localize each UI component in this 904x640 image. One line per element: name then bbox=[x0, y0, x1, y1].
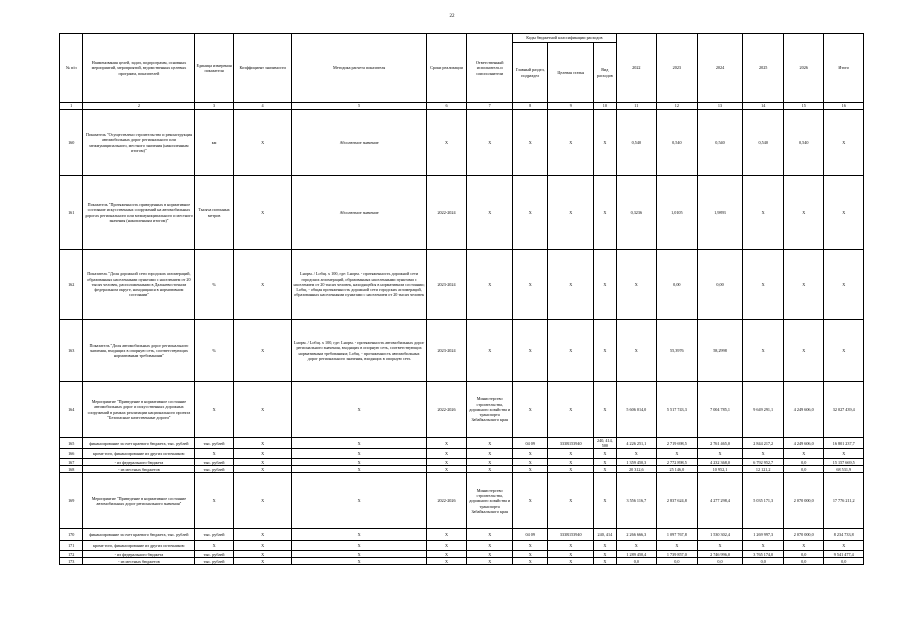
column-number-cell: 16 bbox=[824, 103, 864, 110]
table-cell: Х bbox=[467, 466, 513, 473]
column-number-cell: 14 bbox=[743, 103, 784, 110]
table-cell: 8 234 733,8 bbox=[824, 529, 864, 541]
table-cell: Х bbox=[743, 250, 784, 320]
table-cell: 16 801 237,7 bbox=[824, 438, 864, 449]
table-cell: Х bbox=[292, 529, 426, 541]
table-row bbox=[60, 551, 864, 558]
table-cell: Х bbox=[594, 466, 616, 473]
table-cell: км bbox=[195, 110, 233, 176]
column-number-cell: 10 bbox=[594, 103, 616, 110]
table-cell: Х bbox=[467, 320, 513, 382]
table-cell: тыс. рублей bbox=[195, 466, 233, 473]
table-cell: 167 bbox=[60, 459, 83, 466]
table-cell: - из местных бюджетов bbox=[83, 466, 195, 473]
table-cell: 2 837 624,8 bbox=[657, 473, 698, 529]
table-cell: Х bbox=[195, 541, 233, 551]
table-cell: Х bbox=[467, 449, 513, 459]
table-cell: Х bbox=[513, 459, 548, 466]
table-cell: Х bbox=[233, 250, 292, 320]
table-cell: Х bbox=[594, 551, 616, 558]
table-cell: 170 bbox=[60, 529, 83, 541]
table-cell: Х bbox=[467, 541, 513, 551]
table-cell: Х bbox=[467, 250, 513, 320]
table-cell: 1,0105 bbox=[657, 176, 698, 250]
table-cell: Х bbox=[616, 320, 657, 382]
table-cell: 2 070 000,0 bbox=[783, 529, 824, 541]
table-cell: 0,540 bbox=[697, 110, 743, 176]
table-cell: 164 bbox=[60, 382, 83, 438]
table-cell: финансирование за счет краевого бюджета, тыс. рублей bbox=[83, 529, 195, 541]
table-cell: Х bbox=[594, 250, 616, 320]
table-cell: Х bbox=[783, 541, 824, 551]
table-cell: Х bbox=[292, 449, 426, 459]
col-header-csr: Целевая статья bbox=[548, 43, 594, 103]
table-cell: Х bbox=[292, 459, 426, 466]
table-cell: Показатель "Доля дорожной сети городских агломераций, образованных населенными пунктами с населением от 20 тысяч человек, расположенными в Дальневосточном федеральном округе, находящаяся в нормативном состоянии" bbox=[83, 250, 195, 320]
table-cell: Х bbox=[426, 529, 467, 541]
table-cell: 15 157 669,5 bbox=[824, 459, 864, 466]
table-cell: Х bbox=[292, 551, 426, 558]
table-cell: Х bbox=[594, 110, 616, 176]
table-cell: 0,540 bbox=[616, 110, 657, 176]
table-cell: Х bbox=[467, 438, 513, 449]
col-header-no: № п/п bbox=[60, 34, 83, 103]
table-cell: тыс. рублей bbox=[195, 558, 233, 565]
table-cell: Х bbox=[743, 320, 784, 382]
table-cell: Х bbox=[426, 438, 467, 449]
table-cell: 3 765 174,0 bbox=[743, 551, 784, 558]
table-cell: Х bbox=[548, 466, 594, 473]
table-cell: Х bbox=[513, 320, 548, 382]
table-cell: - из федерального бюджета bbox=[83, 551, 195, 558]
col-header-period: Сроки реализации bbox=[426, 34, 467, 103]
column-number-row bbox=[60, 103, 864, 110]
table-cell: 172 bbox=[60, 551, 83, 558]
table-cell: 6 792 952,7 bbox=[743, 459, 784, 466]
table-cell: 0,540 bbox=[743, 110, 784, 176]
table-cell: Х bbox=[426, 110, 467, 176]
table-row bbox=[60, 558, 864, 565]
table-cell: 0,0 bbox=[697, 558, 743, 565]
col-header-coefficient: Коэффициент значимости bbox=[233, 34, 292, 103]
table-cell: 2022-2026 bbox=[426, 473, 467, 529]
table-cell: Х bbox=[467, 176, 513, 250]
table-cell: 333R153940 bbox=[548, 529, 594, 541]
table-cell: 2023-2024 bbox=[426, 320, 467, 382]
table-cell: Х bbox=[233, 320, 292, 382]
table-cell: Х bbox=[467, 551, 513, 558]
table-cell: Х bbox=[233, 459, 292, 466]
table-cell: 25 146,0 bbox=[657, 466, 698, 473]
table-cell: Х bbox=[426, 541, 467, 551]
table-cell: Х bbox=[783, 176, 824, 250]
table-cell: Х bbox=[233, 558, 292, 565]
table-cell: Х bbox=[594, 473, 616, 529]
table-cell: 171 bbox=[60, 541, 83, 551]
table-cell: 1 097 767,8 bbox=[657, 529, 698, 541]
table-cell: 333R153940 bbox=[548, 438, 594, 449]
table-cell: Х bbox=[426, 459, 467, 466]
col-header-year-2024: 2024 bbox=[697, 34, 743, 103]
table-cell: 3 556 116,7 bbox=[616, 473, 657, 529]
table-cell: Х bbox=[233, 551, 292, 558]
table-cell: 32 027 439,4 bbox=[824, 382, 864, 438]
table-cell: 4 277 298,4 bbox=[697, 473, 743, 529]
table-cell: Х bbox=[824, 110, 864, 176]
table-cell: 4 232 368,0 bbox=[697, 459, 743, 466]
table-cell: 5 606 014,0 bbox=[616, 382, 657, 438]
table-cell: Х bbox=[824, 250, 864, 320]
column-number-cell: 5 bbox=[292, 103, 426, 110]
col-header-budget-codes: Коды бюджетной классификации расходов bbox=[513, 34, 616, 43]
table-cell: Х bbox=[548, 558, 594, 565]
table-cell: 0,0 bbox=[783, 459, 824, 466]
column-number-cell: 11 bbox=[616, 103, 657, 110]
table-cell: 169 bbox=[60, 473, 83, 529]
table-cell: 1 739 857,0 bbox=[657, 551, 698, 558]
table-cell: 160 bbox=[60, 110, 83, 176]
col-header-executor: Ответственный исполнитель и соисполнители bbox=[467, 34, 513, 103]
table-cell: 17 776 211,2 bbox=[824, 473, 864, 529]
table-cell: Х bbox=[548, 459, 594, 466]
table-cell: тыс. рублей bbox=[195, 551, 233, 558]
table-cell: 166 bbox=[60, 449, 83, 459]
table-cell: Х bbox=[426, 551, 467, 558]
table-cell: Х bbox=[513, 176, 548, 250]
table-cell: Х bbox=[292, 382, 426, 438]
table-cell: 2 719 698,5 bbox=[657, 438, 698, 449]
table-cell: Х bbox=[292, 473, 426, 529]
table-cell: Х bbox=[513, 473, 548, 529]
table-cell: Х bbox=[513, 466, 548, 473]
table-cell: 161 bbox=[60, 176, 83, 250]
table-cell: 9 541 477,4 bbox=[824, 551, 864, 558]
table-cell: 1 530 302,4 bbox=[697, 529, 743, 541]
table-cell: Х bbox=[616, 541, 657, 551]
header-row-1 bbox=[60, 34, 864, 43]
table-row bbox=[60, 529, 864, 541]
table-cell: 0,0 bbox=[783, 466, 824, 473]
table-cell: 0,00 bbox=[697, 250, 743, 320]
table-cell: Х bbox=[195, 449, 233, 459]
table-cell: Х bbox=[548, 551, 594, 558]
table-row bbox=[60, 250, 864, 320]
table-cell: 2 266 666,3 bbox=[616, 529, 657, 541]
table-cell: Х bbox=[594, 541, 616, 551]
table-cell: Министерство строительства, дорожного хозяйства и транспорта Забайкальского края bbox=[467, 382, 513, 438]
table-cell: Х bbox=[616, 449, 657, 459]
table-cell: Х bbox=[548, 110, 594, 176]
table-cell: Х bbox=[594, 320, 616, 382]
table-cell: Х bbox=[467, 558, 513, 565]
table-cell: Х bbox=[233, 382, 292, 438]
table-cell: 2023-2024 bbox=[426, 250, 467, 320]
col-header-year-2022: 2022 bbox=[616, 34, 657, 103]
table-cell: 2 844 217,2 bbox=[743, 438, 784, 449]
table-cell: 2 746 996,0 bbox=[697, 551, 743, 558]
column-number-cell: 3 bbox=[195, 103, 233, 110]
table-cell: Х bbox=[513, 449, 548, 459]
table-cell: Х bbox=[657, 449, 698, 459]
table-cell: 0,0 bbox=[657, 558, 698, 565]
table-cell: Х bbox=[743, 541, 784, 551]
table-cell: 10 952,1 bbox=[697, 466, 743, 473]
table-cell: 0,0 bbox=[616, 558, 657, 565]
table-cell: Х bbox=[824, 449, 864, 459]
table-cell: - из федерального бюджета bbox=[83, 459, 195, 466]
table-cell: Х bbox=[548, 541, 594, 551]
table-cell: Х bbox=[783, 320, 824, 382]
table-cell: тыс. рублей bbox=[195, 529, 233, 541]
table-cell: 55,3976 bbox=[657, 320, 698, 382]
page-number: 22 bbox=[449, 14, 455, 19]
table-cell: 2 761 465,0 bbox=[697, 438, 743, 449]
table-cell: Х bbox=[513, 110, 548, 176]
table-cell: Х bbox=[616, 250, 657, 320]
table-cell: 1,9893 bbox=[697, 176, 743, 250]
table-cell: 0,00 bbox=[657, 250, 698, 320]
table-cell: Х bbox=[697, 541, 743, 551]
table-cell: Х bbox=[548, 382, 594, 438]
table-cell: Х bbox=[743, 176, 784, 250]
table-cell: Х bbox=[513, 551, 548, 558]
table-cell: Х bbox=[513, 250, 548, 320]
table-cell: Х bbox=[426, 466, 467, 473]
table-cell: 0,540 bbox=[657, 110, 698, 176]
table-cell: Х bbox=[743, 449, 784, 459]
table-cell: 5 035 171,3 bbox=[743, 473, 784, 529]
table-cell: Х bbox=[548, 250, 594, 320]
table-cell: 5 517 743,3 bbox=[657, 382, 698, 438]
column-number-cell: 9 bbox=[548, 103, 594, 110]
table-cell: 0,0 bbox=[783, 551, 824, 558]
table-cell: Мероприятие "Приведение в нормативное состояние автомобильных дорог и искусственных дорожных сооружений в рамках реализации национального проекта "Безопасные качественные дороги" bbox=[83, 382, 195, 438]
table-cell: Х bbox=[233, 541, 292, 551]
table-row bbox=[60, 466, 864, 473]
col-header-total: Итого bbox=[824, 34, 864, 103]
table-cell: Lнорм. / Lобщ. х 100, где: Lнорм. - протяженность автомобильных дорог регионального значения, входящих в опорную сеть, соответствующих нормативным требованиям; Lобщ. - протяженность автомобильных дорог регионального значения, входящих в опорную сеть bbox=[292, 320, 426, 382]
table-cell: Тысяча погонных метров bbox=[195, 176, 233, 250]
table-cell: 240, 414 bbox=[594, 529, 616, 541]
table-cell: Х bbox=[548, 473, 594, 529]
table-cell: Х bbox=[824, 320, 864, 382]
table-cell: Х bbox=[467, 110, 513, 176]
table-cell: Х bbox=[233, 466, 292, 473]
table-cell: Х bbox=[594, 449, 616, 459]
table-cell: Х bbox=[783, 449, 824, 459]
table-cell: 68 531,9 bbox=[824, 466, 864, 473]
table-cell: Х bbox=[195, 473, 233, 529]
table-cell: Х bbox=[426, 449, 467, 459]
column-number-cell: 4 bbox=[233, 103, 292, 110]
table-cell: 1 289 450,4 bbox=[616, 551, 657, 558]
table-cell: Показатель "Осуществлено строительство и реконструкция автомобильных дорог регионального или межмуниципального, местного значения (накопленным итогом)" bbox=[83, 110, 195, 176]
table-cell: 12 121,2 bbox=[743, 466, 784, 473]
column-number-cell: 15 bbox=[783, 103, 824, 110]
table-row bbox=[60, 459, 864, 466]
column-number-cell: 1 bbox=[60, 103, 83, 110]
table-cell: 2 070 000,0 bbox=[783, 473, 824, 529]
table-row bbox=[60, 449, 864, 459]
table-cell: Х bbox=[594, 459, 616, 466]
table-cell: 162 bbox=[60, 250, 83, 320]
table-cell: Х bbox=[426, 558, 467, 565]
table-cell: Х bbox=[467, 459, 513, 466]
col-header-year-2023: 2023 bbox=[657, 34, 698, 103]
table-cell: 0,0 bbox=[783, 558, 824, 565]
table-cell: Х bbox=[594, 558, 616, 565]
table-cell: 240, 414, 500 bbox=[594, 438, 616, 449]
table-cell: 1 359 450,3 bbox=[616, 459, 657, 466]
table-cell: Х bbox=[233, 110, 292, 176]
table-cell: 4 249 606,0 bbox=[783, 438, 824, 449]
column-number-cell: 7 bbox=[467, 103, 513, 110]
table-body bbox=[60, 110, 864, 565]
table-cell: кроме того, финансирование из других источников: bbox=[83, 541, 195, 551]
table-row bbox=[60, 110, 864, 176]
table-cell: Х bbox=[783, 250, 824, 320]
table-cell: 0,0 bbox=[824, 558, 864, 565]
table-row bbox=[60, 438, 864, 449]
table-cell: 2 772 898,5 bbox=[657, 459, 698, 466]
table-cell: Показатель "Доля автомобильных дорог регионального значения, входящих в опорную сеть, соответствующих нормативным требованиям" bbox=[83, 320, 195, 382]
table-cell: Х bbox=[292, 541, 426, 551]
col-header-year-2025: 2025 bbox=[743, 34, 784, 103]
col-header-grbs: Главный раздел, подраздел bbox=[513, 43, 548, 103]
table-cell: Министерство строительства, дорожного хозяйства и транспорта Забайкальского края bbox=[467, 473, 513, 529]
table-cell: 4 226 251,1 bbox=[616, 438, 657, 449]
program-table bbox=[59, 33, 864, 565]
col-header-year-2026: 2026 bbox=[783, 34, 824, 103]
col-header-method: Методика расчета показателя bbox=[292, 34, 426, 103]
table-cell: финансирование за счет краевого бюджета, тыс. рублей bbox=[83, 438, 195, 449]
table-cell: 173 bbox=[60, 558, 83, 565]
table-row bbox=[60, 382, 864, 438]
table-cell: 165 bbox=[60, 438, 83, 449]
table-cell: Х bbox=[467, 529, 513, 541]
table-cell: Х bbox=[824, 176, 864, 250]
table-cell: Х bbox=[233, 473, 292, 529]
table-cell: Х bbox=[513, 541, 548, 551]
table-cell: 04 09 bbox=[513, 438, 548, 449]
table-cell: Х bbox=[594, 382, 616, 438]
table-cell: 0,0 bbox=[743, 558, 784, 565]
table-cell: Х bbox=[513, 382, 548, 438]
col-header-name: Наименования целей, задач, подпрограмм, основных мероприятий, мероприятий, ведомственных целевых программ, показателей bbox=[83, 34, 195, 103]
table-cell: тыс. рублей bbox=[195, 459, 233, 466]
table-cell: Х bbox=[233, 529, 292, 541]
table-cell: 58,2998 bbox=[697, 320, 743, 382]
table-cell: 4 249 606,0 bbox=[783, 382, 824, 438]
table-cell: Х bbox=[195, 382, 233, 438]
table-cell: 168 bbox=[60, 466, 83, 473]
table-cell: 0,3236 bbox=[616, 176, 657, 250]
col-header-unit: Единица измерения показателя bbox=[195, 34, 233, 103]
table-row bbox=[60, 541, 864, 551]
table-cell: Х bbox=[233, 176, 292, 250]
table-cell: Х bbox=[233, 438, 292, 449]
table-cell: Х bbox=[548, 320, 594, 382]
table-cell: тыс. рублей bbox=[195, 438, 233, 449]
table-cell: Х bbox=[233, 449, 292, 459]
table-cell: Мероприятие "Приведение в нормативное состояние автомобильных дорог регионального значения" bbox=[83, 473, 195, 529]
table-cell: Х bbox=[292, 466, 426, 473]
column-number-cell: 13 bbox=[697, 103, 743, 110]
table-cell: Х bbox=[548, 176, 594, 250]
table-cell: Х bbox=[824, 541, 864, 551]
table-cell: % bbox=[195, 320, 233, 382]
column-number-cell: 8 bbox=[513, 103, 548, 110]
table-cell: 0,540 bbox=[783, 110, 824, 176]
table-cell: 2022-2026 bbox=[426, 382, 467, 438]
table-cell: Х bbox=[594, 176, 616, 250]
table-cell: 2022-2024 bbox=[426, 176, 467, 250]
table-cell: Х bbox=[697, 449, 743, 459]
column-number-cell: 6 bbox=[426, 103, 467, 110]
table-cell: Х bbox=[657, 541, 698, 551]
table-cell: 1 269 997,3 bbox=[743, 529, 784, 541]
table-cell: Абсолютное значение bbox=[292, 176, 426, 250]
table-cell: Показатель "Протяженность приведенных в нормативное состояние искусственных сооружений на автомобильных дорогах регионального или межмуниципального и местного значения (накопленным итогом)" bbox=[83, 176, 195, 250]
table-cell: Lнорм. / Lобщ. х 100, где: Lнорм. - протяженность дорожной сети городских агломераций, образованных населенными пунктами с населением от 20 тысяч человек, находящейся в нормативном состоянии; Lобщ. - общая протяженность дорожной сети городских агломераций, образованных населенными пунктами с населением от 20 тысяч человек bbox=[292, 250, 426, 320]
table-cell: Х bbox=[548, 449, 594, 459]
table-cell: Х bbox=[513, 558, 548, 565]
table-row bbox=[60, 176, 864, 250]
column-number-cell: 2 bbox=[83, 103, 195, 110]
table-cell: 163 bbox=[60, 320, 83, 382]
table-row bbox=[60, 320, 864, 382]
table-cell: Х bbox=[292, 558, 426, 565]
column-number-cell: 12 bbox=[657, 103, 698, 110]
table-cell: 20 312,6 bbox=[616, 466, 657, 473]
table-cell: % bbox=[195, 250, 233, 320]
table-cell: кроме того, финансирование из других источников: bbox=[83, 449, 195, 459]
table-cell: 04 09 bbox=[513, 529, 548, 541]
table-cell: - из местных бюджетов bbox=[83, 558, 195, 565]
table-cell: 7 004 785,1 bbox=[697, 382, 743, 438]
table-cell: Х bbox=[292, 438, 426, 449]
table-row bbox=[60, 473, 864, 529]
table-cell: 9 649 291,1 bbox=[743, 382, 784, 438]
col-header-vr: Вид расходов bbox=[594, 43, 616, 103]
table-cell: Абсолютное значение bbox=[292, 110, 426, 176]
